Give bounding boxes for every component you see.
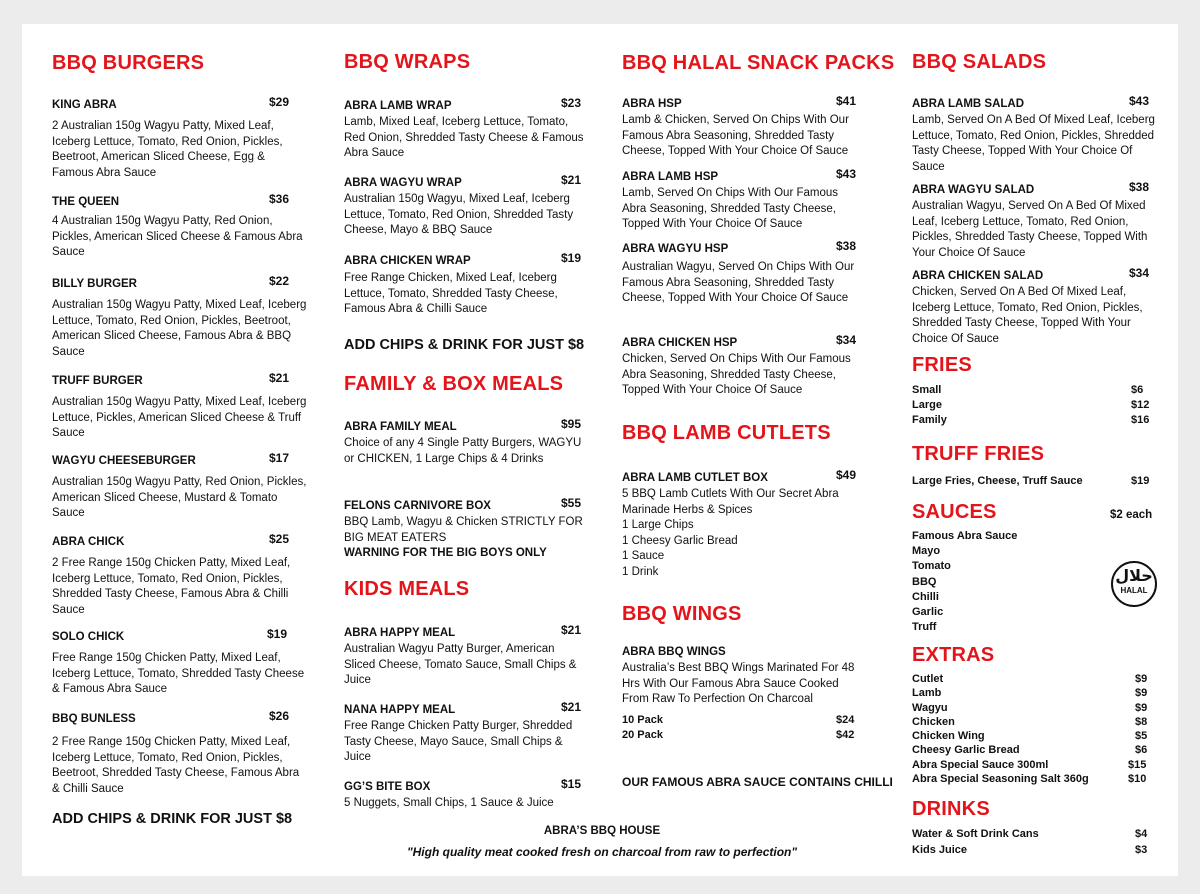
item-price: $21 xyxy=(561,173,582,187)
add-chips-note: ADD CHIPS & DRINK FOR JUST $8 xyxy=(344,337,585,353)
item-price: $19 xyxy=(267,627,288,641)
price-row xyxy=(912,672,1156,686)
item-price: $41 xyxy=(836,94,857,108)
menu-item xyxy=(52,274,307,360)
menu-item xyxy=(912,94,1158,175)
item-name: ABRA CHICKEN SALAD xyxy=(912,270,1044,282)
item-price: $21 xyxy=(561,700,582,714)
item-description: Chicken, Served On Chips With Our Famous Abra Seasoning, Shredded Tasty Cheese, Topped With Your Choice Of Sauce xyxy=(622,353,851,397)
heading-drinks: DRINKS xyxy=(912,798,990,820)
halal-logo xyxy=(1111,561,1157,607)
add-chips-note: ADD CHIPS & DRINK FOR JUST $8 xyxy=(52,811,293,827)
menu-item xyxy=(912,180,1158,261)
sauce-list xyxy=(912,529,1112,635)
menu-item xyxy=(52,451,307,522)
row-name: Abra Special Seasoning Salt 360g xyxy=(912,773,1089,786)
halal-latin-text: HALAL xyxy=(1120,586,1148,595)
item-name: ABRA CHICK xyxy=(52,536,125,548)
item-description: Australian 150g Wagyu Patty, Mixed Leaf, Iceberg Lettuce, Pickles, American Sliced Cheese & Truff Sauce xyxy=(52,396,307,440)
item-name: NANA HAPPY MEAL xyxy=(344,704,456,716)
item-description: Free Range Chicken Patty Burger, Shredded Tasty Cheese, Mayo Sauce, Small Chips & Juice xyxy=(344,720,573,764)
item-description: Australian 150g Wagyu, Mixed Leaf, Iceberg Lettuce, Tomato, Red Onion, Shredded Tasty Cheese, Mayo & BBQ Sauce xyxy=(344,193,574,237)
heading-sauces: SAUCES xyxy=(912,501,997,523)
item-description: 2 Free Range 150g Chicken Patty, Mixed Leaf, Iceberg Lettuce, Tomato, Red Onion, Pickles, Beetroot, Shredded Tasty Cheese, Famous Abra & Chilli Sauce xyxy=(52,736,300,795)
item-description: 5 Nuggets, Small Chips, 1 Sauce & Juice xyxy=(344,797,554,809)
menu-item xyxy=(622,94,858,160)
menu-item xyxy=(344,96,586,162)
item-name: ABRA LAMB HSP xyxy=(622,171,719,183)
price-row xyxy=(912,474,1156,488)
menu-item xyxy=(52,709,307,797)
item-price: $34 xyxy=(836,333,857,347)
row-price: $9 xyxy=(1135,687,1148,700)
row-name: Wagyu xyxy=(912,701,948,714)
row-price: $5 xyxy=(1135,730,1148,743)
price-row xyxy=(912,772,1156,786)
item-price: $29 xyxy=(269,95,290,109)
item-name: ABRA LAMB SALAD xyxy=(912,98,1025,110)
item-name: SOLO CHICK xyxy=(52,631,125,643)
item-description: Lamb, Served On A Bed Of Mixed Leaf, Iceberg Lettuce, Tomato, Red Onion, Pickles, Shredded Tasty Cheese, Topped With Your Choice Of Sauce xyxy=(912,114,1155,173)
menu-item xyxy=(622,333,858,399)
footer-title: ABRA’S BBQ HOUSE xyxy=(543,825,661,837)
item-name: ABRA HAPPY MEAL xyxy=(344,627,456,639)
heading-fries: FRIES xyxy=(912,354,972,376)
cutlet-line: 1 Large Chips xyxy=(622,519,694,532)
price-row xyxy=(912,758,1156,772)
item-name: GG’S BITE BOX xyxy=(344,781,431,793)
item-name: THE QUEEN xyxy=(52,196,120,208)
item-price: $95 xyxy=(561,417,582,431)
menu-item xyxy=(344,417,584,467)
price-row xyxy=(912,413,1156,427)
item-name: ABRA CHICKEN WRAP xyxy=(344,255,471,267)
item-price: $38 xyxy=(836,239,857,253)
cutlet-line: 1 Cheesy Garlic Bread xyxy=(622,534,738,547)
row-price: $6 xyxy=(1131,384,1144,396)
menu-page xyxy=(22,24,1178,876)
heading-halal-snack-packs: BBQ HALAL SNACK PACKS xyxy=(622,52,895,74)
row-price: $16 xyxy=(1131,414,1150,426)
price-row xyxy=(912,843,1156,857)
row-price: $3 xyxy=(1135,844,1148,856)
menu-item xyxy=(344,700,586,766)
heading-bbq-salads: BBQ SALADS xyxy=(912,51,1047,73)
item-description: Chicken, Served On A Bed Of Mixed Leaf, Iceberg Lettuce, Tomato, Red Onion, Pickles, Shredded Tasty Cheese, Topped With Your Choice Of Sauce xyxy=(912,286,1143,345)
item-name: ABRA CHICKEN HSP xyxy=(622,337,738,349)
row-name: Family xyxy=(912,414,947,426)
price-row xyxy=(912,398,1156,412)
item-name: ABRA WAGYU WRAP xyxy=(344,177,462,189)
heading-bbq-wraps: BBQ WRAPS xyxy=(344,51,471,73)
price-row xyxy=(622,728,858,742)
row-price: $12 xyxy=(1131,399,1150,411)
sauce-item: Famous Abra Sauce xyxy=(912,530,1018,542)
row-price: $9 xyxy=(1135,701,1148,714)
heading-bbq-wings: BBQ WINGS xyxy=(622,603,742,625)
item-name: FELONS CARNIVORE BOX xyxy=(344,500,491,512)
menu-item xyxy=(52,627,307,698)
row-name: Abra Special Sauce 300ml xyxy=(912,758,1049,771)
item-description: Lamb & Chicken, Served On Chips With Our Famous Abra Seasoning, Shredded Tasty Cheese, Topped With Your Choice Of Sauce xyxy=(622,114,849,158)
sauce-item: Garlic xyxy=(912,606,944,619)
heading-bbq-burgers: BBQ BURGERS xyxy=(52,52,205,74)
item-description: Lamb, Mixed Leaf, Iceberg Lettuce, Tomato, Red Onion, Shredded Tasty Cheese & Famous Abra Sauce xyxy=(344,116,584,160)
price-row xyxy=(622,713,858,727)
item-description: Australian 150g Wagyu Patty, Red Onion, Pickles, American Sliced Cheese, Mustard & Tomato Sauce xyxy=(52,476,307,520)
item-description: Lamb, Served On Chips With Our Famous Abra Seasoning, Shredded Tasty Cheese, Topped With Your Choice Of Sauce xyxy=(622,187,839,231)
row-price: $10 xyxy=(1128,773,1147,786)
item-name: ABRA BBQ WINGS xyxy=(622,646,726,658)
menu-item xyxy=(344,777,586,812)
row-name: Water & Soft Drink Cans xyxy=(912,828,1039,840)
item-price: $34 xyxy=(1129,266,1150,280)
item-name: ABRA WAGYU HSP xyxy=(622,243,729,255)
row-name: Chicken xyxy=(912,715,955,728)
row-name: 10 Pack xyxy=(622,714,663,726)
item-price: $36 xyxy=(269,192,290,206)
menu-item xyxy=(52,95,307,181)
item-description: 2 Australian 150g Wagyu Patty, Mixed Leaf, Iceberg Lettuce, Tomato, Red Onion, Pickles, Beetroot, American Sliced Cheese, Egg & Famous Abra Sauce xyxy=(52,120,283,179)
item-price: $38 xyxy=(1129,180,1150,194)
heading-lamb-cutlets: BBQ LAMB CUTLETS xyxy=(622,422,831,444)
halal-arabic-text: حلال xyxy=(1115,566,1153,585)
menu-item xyxy=(622,642,867,708)
item-name: ABRA LAMB CUTLET BOX xyxy=(622,472,768,484)
row-name: Large xyxy=(912,399,942,411)
item-price: $22 xyxy=(269,274,290,288)
sauces-price: $2 each xyxy=(1110,509,1153,521)
row-price: $6 xyxy=(1135,744,1148,757)
price-row xyxy=(912,701,1156,715)
chilli-note: OUR FAMOUS ABRA SAUCE CONTAINS CHILLI xyxy=(622,775,893,789)
item-description: Free Range 150g Chicken Patty, Mixed Leaf, Iceberg Lettuce, Tomato, Shredded Tasty Cheese & Famous Abra Sauce xyxy=(52,652,305,696)
footer-tagline: "High quality meat cooked fresh on charcoal from raw to perfection" xyxy=(406,845,798,859)
item-description: Australian Wagyu, Served On A Bed Of Mixed Leaf, Iceberg Lettuce, Tomato, Red Onion, Pickles, Shredded Tasty Cheese, Topped With Your Choice Of Sauce xyxy=(912,200,1148,259)
menu-item xyxy=(622,167,858,233)
menu-item xyxy=(622,468,862,581)
item-description: 5 BBQ Lamb Cutlets With Our Secret Abra Marinade Herbs & Spices xyxy=(622,488,839,516)
row-name: Kids Juice xyxy=(912,844,968,856)
item-price: $26 xyxy=(269,709,290,723)
price-row xyxy=(912,827,1156,841)
price-row xyxy=(912,743,1156,757)
item-description: 2 Free Range 150g Chicken Patty, Mixed Leaf, Iceberg Lettuce, Tomato, Red Onion, Pickles, Shredded Tasty Cheese, Famous Abra & Chilli Sauce xyxy=(52,557,291,616)
row-name: Large Fries, Cheese, Truff Sauce xyxy=(912,475,1083,487)
row-price: $9 xyxy=(1135,673,1148,685)
menu-item xyxy=(344,251,584,318)
item-name: ABRA HSP xyxy=(622,98,682,110)
menu-item xyxy=(912,266,1158,347)
cutlet-line: 1 Sauce xyxy=(622,550,665,563)
item-name: ABRA FAMILY MEAL xyxy=(344,421,457,433)
item-price: $49 xyxy=(836,468,857,482)
extras-list xyxy=(912,672,1156,786)
row-price: $4 xyxy=(1135,828,1148,840)
item-description: Australian Wagyu Patty Burger, American Sliced Cheese, Tomato Sauce, Small Chips & Juice xyxy=(344,643,577,687)
item-price: $21 xyxy=(561,623,582,637)
row-name: Cutlet xyxy=(912,673,944,685)
sauce-item: Tomato xyxy=(912,560,951,573)
menu-item xyxy=(344,623,586,689)
row-name: Cheesy Garlic Bread xyxy=(912,744,1020,757)
item-description: Choice of any 4 Single Patty Burgers, WAGYU or CHICKEN, 1 Large Chips & 4 Drinks xyxy=(344,437,582,465)
cutlet-line: 1 Drink xyxy=(622,565,659,578)
menu-item xyxy=(344,496,586,559)
row-name: 20 Pack xyxy=(622,729,663,741)
item-description: Free Range Chicken, Mixed Leaf, Iceberg Lettuce, Tomato, Shredded Tasty Cheese, Famous Abra & Chilli Sauce xyxy=(344,272,558,316)
price-row xyxy=(912,686,1156,700)
row-price: $15 xyxy=(1128,758,1147,771)
menu-item xyxy=(52,532,307,618)
item-name: TRUFF BURGER xyxy=(52,375,143,387)
row-name: Small xyxy=(912,384,942,396)
item-price: $43 xyxy=(1129,94,1150,108)
item-description: Australia’s Best BBQ Wings Marinated For 48 Hrs With Our Famous Abra Sauce Cooked From Raw To Perfection On Charcoal xyxy=(622,662,855,706)
price-row xyxy=(912,383,1156,397)
sauce-item: Mayo xyxy=(912,545,941,558)
sauce-item: Chilli xyxy=(912,590,939,603)
item-price: $23 xyxy=(561,96,582,110)
item-name: WAGYU CHEESEBURGER xyxy=(52,455,196,467)
sauce-item: BBQ xyxy=(912,575,937,588)
item-name: BILLY BURGER xyxy=(52,278,137,290)
row-price: $42 xyxy=(836,729,855,741)
price-row xyxy=(912,715,1156,729)
item-price: $21 xyxy=(269,371,290,385)
warning-text: WARNING FOR THE BIG BOYS ONLY xyxy=(344,547,547,560)
heading-truff-fries: TRUFF FRIES xyxy=(912,443,1045,465)
heading-kids-meals: KIDS MEALS xyxy=(344,578,470,600)
row-price: $8 xyxy=(1135,715,1148,728)
row-price: $24 xyxy=(836,714,855,726)
item-description: BBQ Lamb, Wagyu & Chicken STRICTLY FOR BIG MEAT EATERS xyxy=(344,516,583,544)
menu-item xyxy=(52,192,307,261)
item-description: Australian 150g Wagyu Patty, Mixed Leaf, Iceberg Lettuce, Tomato, Red Onion, Pickles, Beetroot, American Sliced Cheese, Famous Abra & BBQ Sauce xyxy=(52,299,307,358)
row-price: $19 xyxy=(1131,475,1150,487)
footer xyxy=(352,824,852,864)
item-description: Australian Wagyu, Served On Chips With Our Famous Abra Seasoning, Shredded Tasty Cheese, Topped With Your Choice Of Sauce xyxy=(622,261,855,305)
menu-item xyxy=(52,371,307,442)
item-name: BBQ BUNLESS xyxy=(52,713,136,725)
item-description: 4 Australian 150g Wagyu Patty, Red Onion, Pickles, American Sliced Cheese & Famous Abra Sauce xyxy=(52,215,303,259)
row-name: Lamb xyxy=(912,687,942,700)
sauce-item: Truff xyxy=(912,621,937,634)
item-price: $43 xyxy=(836,167,857,181)
menu-item xyxy=(344,173,589,239)
row-name: Chicken Wing xyxy=(912,730,985,743)
item-price: $19 xyxy=(561,251,582,265)
item-price: $25 xyxy=(269,532,290,546)
item-price: $55 xyxy=(561,496,582,510)
item-name: ABRA LAMB WRAP xyxy=(344,100,452,112)
item-price: $15 xyxy=(561,777,582,791)
heading-extras: EXTRAS xyxy=(912,644,995,666)
menu-item xyxy=(622,239,858,307)
price-row xyxy=(912,729,1156,743)
heading-family-box-meals: FAMILY & BOX MEALS xyxy=(344,373,564,395)
item-price: $17 xyxy=(269,451,290,465)
item-name: ABRA WAGYU SALAD xyxy=(912,184,1035,196)
item-name: KING ABRA xyxy=(52,99,117,111)
